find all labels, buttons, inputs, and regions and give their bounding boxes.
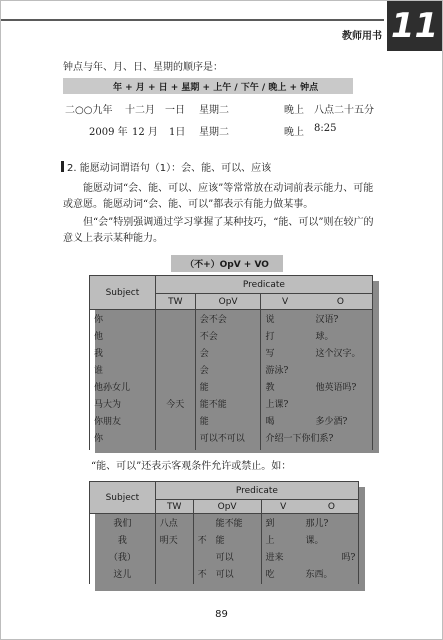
order-bar-text: 年 + 月 + 日 + 星期 + 上午 / 下午 / 晚上 + 钟点 — [113, 82, 319, 93]
table-1-opv-header: OpV — [195, 294, 261, 310]
table-1-o-header: O — [309, 294, 373, 310]
example-clock-num: 8:25 — [314, 123, 337, 134]
header-rule — [1, 19, 384, 21]
pattern-box: （不+）OpV + VO — [171, 255, 283, 272]
table-2-predicate-header: Predicate — [155, 482, 358, 500]
table-1-subject-header: Subject — [90, 276, 156, 310]
table-1-vo-cell — [261, 310, 373, 450]
table-2-subject-col: 我们 我 （我） 这儿 — [90, 514, 156, 585]
page-number: 89 — [215, 609, 228, 620]
table-1 — [89, 275, 373, 450]
table-1-o-col: 汉语? 球。 这个汉字。 他英语吗? 多少酒? — [315, 315, 361, 427]
note-text: “能、可以”还表示客观条件允许或禁止。如： — [91, 461, 292, 472]
table-1-predicate-header: Predicate — [155, 276, 372, 294]
table-2-subject-header: Subject — [90, 482, 156, 514]
table-1-tw-header: TW — [155, 294, 195, 310]
table-1-v-col: 说 打 写 游泳? 教 上课? 喝 介绍一下你们系? — [265, 315, 334, 444]
example-clock-hanzi: 八点二十五分 — [314, 105, 374, 116]
section-title-text: 2. 能愿动词谓语句（1）：会、能、可以、应该 — [67, 163, 272, 174]
paragraph-1: 能愿动词“会、能、可以、应该”等常常放在动词前表示能力、可能或意愿。能愿动词“会、能、可以”都表示有能力做某事。 — [63, 183, 374, 210]
table-2-o-col: 那儿? 课。 吗? 东西。 — [305, 519, 356, 580]
table-2-v-header: V — [261, 500, 305, 514]
table-2-tw-col: 八点 明天 — [155, 514, 193, 585]
example-time-num: 晚上 — [284, 127, 304, 138]
order-bar — [63, 78, 353, 94]
table-2-opv-header: OpV — [193, 500, 261, 514]
table-2-o-header: O — [305, 500, 359, 514]
example-month-num: 12 月 — [132, 127, 158, 138]
example-day-num: 1日 — [169, 127, 186, 138]
example-year-num: 2009 年 — [89, 127, 128, 138]
example-week-num: 星期二 — [199, 127, 229, 138]
paragraph-2: 但“会”特别强调通过学习掌握了某种技巧，“能、可以”则在较广的意义上表示某种能力。 — [63, 217, 374, 244]
chapter-number: 11 — [387, 1, 442, 51]
table-1-v-header: V — [261, 294, 309, 310]
example-day-hanzi: 一日 — [165, 105, 185, 116]
table-2-vo-cell — [261, 514, 358, 585]
table-2-opv-col: 能不能 不 能 可以 不 可以 — [193, 514, 261, 585]
example-week-hanzi: 星期二 — [199, 105, 229, 116]
section-title — [61, 159, 271, 174]
example-year-hanzi: 二○○九年 — [65, 105, 113, 116]
table-2-tw-header: TW — [155, 500, 193, 514]
table-2-v-col: 到 上 进来 吃 — [265, 519, 284, 580]
table-1-opv-col: 会不会 不会 会 会 能 能不能 能 可以不可以 — [195, 310, 261, 450]
example-month-hanzi: 十二月 — [125, 105, 155, 116]
table-1-tw-col: 今天 — [155, 310, 195, 450]
table-2 — [89, 481, 359, 584]
section-marker — [61, 161, 64, 172]
table-1-subject-col: 你 他 我 谁 他孙女儿 马大为 你朋友 你 — [90, 310, 156, 450]
header-label: 教师用书 — [342, 31, 382, 42]
example-time-hanzi: 晚上 — [284, 105, 304, 116]
intro-text: 钟点与年、月、日、星期的顺序是： — [63, 62, 223, 73]
